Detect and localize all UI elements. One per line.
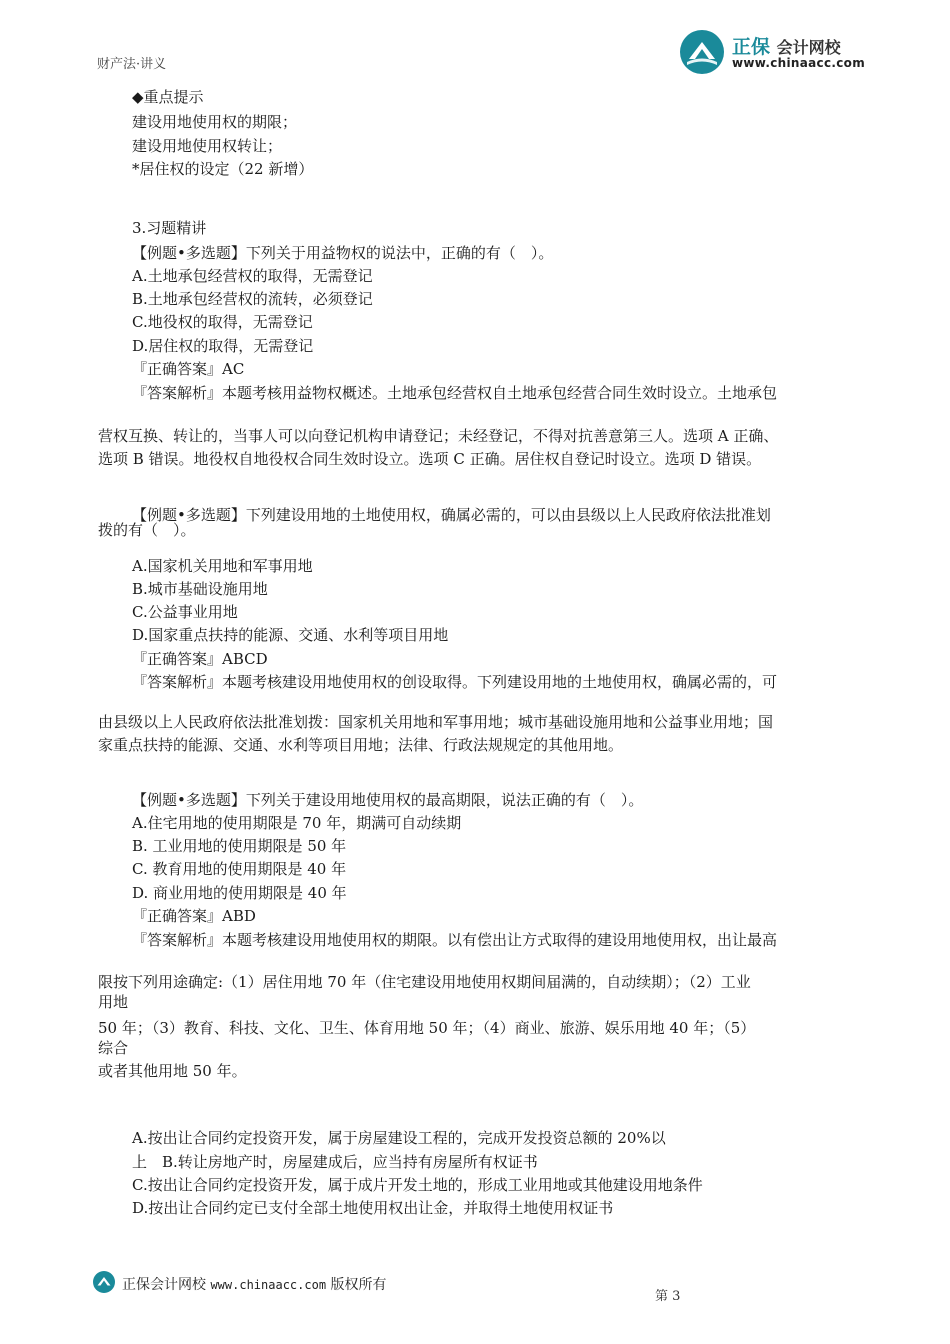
answer-analysis: 限按下列用途确定:（1）居住用地 70 年（住宅建设用地使用权期间届满的，自动续期）；（2）工业 [98, 973, 751, 991]
key-point-item-cut [132, 159, 314, 178]
correct-answer: 『正确答案』AC [132, 360, 245, 378]
question-option: B. 工业用地的使用期限是 50 年 [132, 837, 347, 855]
question-option: A.按出让合同约定投资开发，属于房屋建设工程的，完成开发投资总额的 20%以 [132, 1129, 666, 1147]
question-option: 上 B.转让房地产时，房屋建成后，应当持有房屋所有权证书 [132, 1153, 538, 1171]
answer-analysis: 综合 [98, 1039, 129, 1057]
footer-brand: 正保会计网校 [122, 1277, 206, 1293]
running-title-text: 财产法·讲义 [97, 57, 167, 72]
answer-analysis: 用地 [98, 993, 129, 1011]
question-option: C. 教育用地的使用期限是 40 年 [132, 860, 347, 878]
question-option: C.公益事业用地 [132, 603, 238, 621]
chinaacc-logo [678, 28, 878, 76]
logo-brand-sub: 会计网校 [776, 38, 841, 57]
question-option: B.土地承包经营权的流转，必须登记 [132, 290, 373, 308]
running-title [97, 54, 167, 72]
key-point-item-text: *居住权的设定（22 新增） [132, 160, 314, 178]
page-number: 第 3 [655, 1289, 681, 1304]
question-stem: 【例题•多选题】下列关于用益物权的说法中，正确的有（ ）。 [132, 244, 554, 262]
answer-analysis: 或者其他用地 50 年。 [98, 1062, 247, 1080]
logo-url: www.chinaacc.com [732, 56, 866, 70]
correct-answer: 『正确答案』ABD [132, 907, 256, 925]
key-point-item: 建设用地使用权的期限； [132, 113, 298, 131]
logo-brand-main: 正保 [732, 36, 771, 58]
footer-url: www.chinaacc.com [210, 1278, 327, 1292]
question-stem-text: 拨的有（ ）。 [98, 521, 196, 539]
correct-answer: 『正确答案』ABCD [132, 650, 268, 668]
question-stem-cut [98, 521, 196, 540]
question-option-cut [132, 1198, 614, 1217]
question-stem-text: 【例题•多选题】下列建设用地的土地使用权，确属必需的，可以由县级以上人民政府依法批准划 [132, 506, 771, 524]
footer-rights: 版权所有 [330, 1277, 387, 1293]
logo-brand [732, 32, 841, 59]
question-option-text: D.按出让合同约定已支付全部土地使用权出让金，并取得土地使用权证书 [132, 1199, 614, 1217]
question-option: A.土地承包经营权的取得，无需登记 [132, 267, 373, 285]
key-point-item: 建设用地使用权转让； [132, 137, 283, 155]
key-points-heading: ◆重点提示 [132, 88, 204, 106]
answer-analysis: 选项 B 错误。地役权自地役权合同生效时设立。选项 C 正确。居住权自登记时设立。选项 D 错误。 [98, 450, 762, 468]
answer-analysis: 50 年；（3）教育、科技、文化、卫生、体育用地 50 年；（4）商业、旅游、娱乐用地 40 年；（5） [98, 1019, 756, 1037]
question-option: A.国家机关用地和军事用地 [132, 557, 313, 575]
question-stem: 【例题•多选题】下列关于建设用地使用权的最高期限，说法正确的有（ ）。 [132, 791, 644, 809]
footer-logo-icon [92, 1270, 116, 1294]
answer-analysis: 家重点扶持的能源、交通、水利等项目用地；法律、行政法规规定的其他用地。 [98, 736, 624, 754]
answer-analysis: 『答案解析』本题考核用益物权概述。土地承包经营权自土地承包经营合同生效时设立。土地承包 [132, 384, 778, 402]
graduation-book-icon [678, 28, 726, 76]
answer-analysis: 『答案解析』本题考核建设用地使用权的期限。以有偿出让方式取得的建设用地使用权，出让最高 [132, 931, 778, 949]
section-title: 3.习题精讲 [132, 219, 207, 237]
question-option: C.地役权的取得，无需登记 [132, 313, 313, 331]
question-option: B.城市基础设施用地 [132, 580, 268, 598]
question-option: D.国家重点扶持的能源、交通、水利等项目用地 [132, 626, 449, 644]
answer-analysis: 由县级以上人民政府依法批准划拨：国家机关用地和军事用地；城市基础设施用地和公益事业用地；国 [98, 713, 774, 731]
question-option: D. 商业用地的使用期限是 40 年 [132, 884, 347, 902]
question-option: D.居住权的取得，无需登记 [132, 337, 314, 355]
question-option: A.住宅用地的使用期限是 70 年，期满可自动续期 [132, 814, 462, 832]
question-option: C.按出让合同约定投资开发，属于成片开发土地的，形成工业用地或其他建设用地条件 [132, 1176, 703, 1194]
answer-analysis: 营权互换、转让的，当事人可以向登记机构申请登记；未经登记，不得对抗善意第三人。选项 A 正确、 [98, 427, 779, 445]
question-stem-cut [132, 500, 771, 524]
answer-analysis: 『答案解析』本题考核建设用地使用权的创设取得。下列建设用地的土地使用权，确属必需的，可 [132, 673, 778, 691]
